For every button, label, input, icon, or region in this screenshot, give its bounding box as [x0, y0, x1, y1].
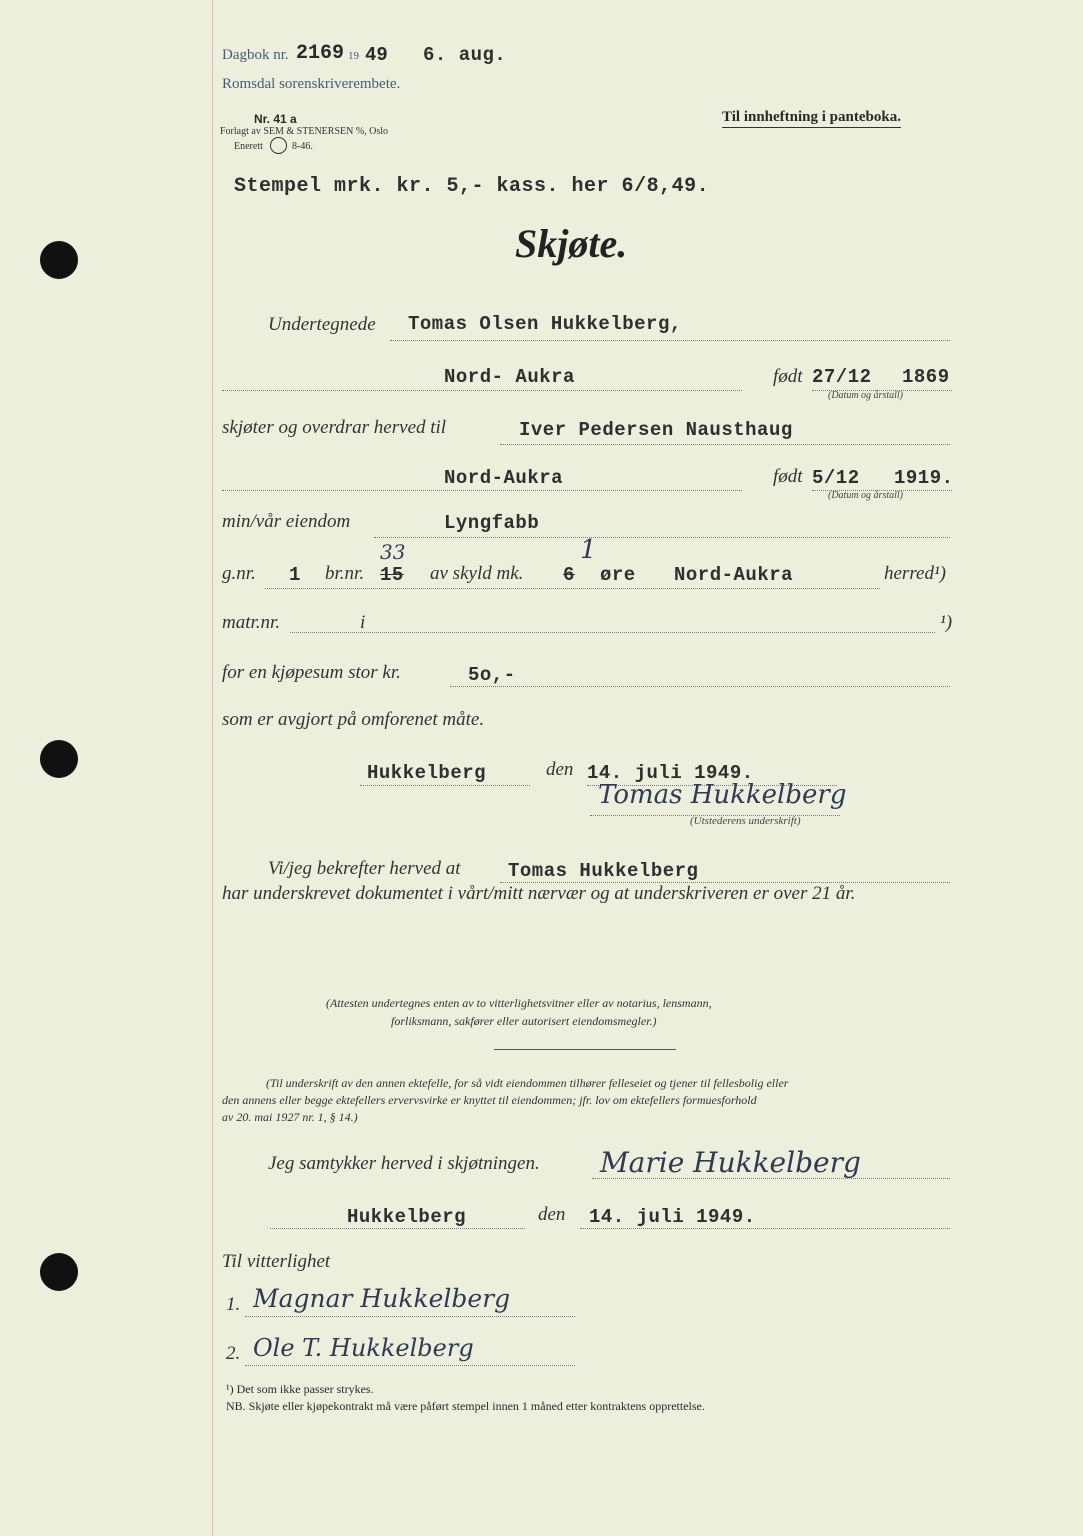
skyld-label: av skyld mk.	[430, 563, 524, 584]
brnr-handwritten: 33	[380, 540, 406, 564]
form-number: Nr. 41 a	[254, 112, 297, 126]
brnr-label: br.nr.	[325, 563, 365, 584]
spouse-note-line: (Til underskrift av den annen ektefelle, for så vidt eiendommen tilhører felleseiet og tjener til fellesbolig eller	[266, 1076, 789, 1090]
matr-i: i	[360, 612, 366, 633]
buyer-born-year: 1919.	[894, 467, 954, 489]
spouse-signature: Marie Hukkelberg	[600, 1146, 861, 1179]
spouse-note-line: av 20. mai 1927 nr. 1, § 14.)	[222, 1110, 358, 1124]
dotted-line	[360, 785, 530, 786]
margin-line	[212, 0, 213, 1536]
eiendom-label: min/vår eiendom	[222, 511, 351, 532]
date-2: 14. juli 1949.	[589, 1206, 756, 1228]
dagbok-label: Dagbok nr.	[222, 47, 289, 63]
fodt-label: født	[773, 366, 803, 387]
place-1: Hukkelberg	[367, 762, 487, 784]
dotted-line	[500, 444, 950, 445]
dagbok-year: 49	[365, 44, 388, 66]
datum-note: (Datum og årstall)	[828, 390, 903, 401]
seller-signature: Tomas Hukkelberg	[598, 780, 847, 810]
kjopesum-label: for en kjøpesum stor kr.	[222, 662, 401, 683]
dotted-line	[222, 490, 742, 491]
skyld-struck-value: 6	[563, 564, 575, 586]
bekrefter-text: har underskrevet dokumentet i vårt/mitt nærvær og at underskriveren er over 21 år.	[222, 883, 856, 904]
dotted-line	[270, 1228, 525, 1229]
document-title: Skjøte.	[515, 221, 628, 266]
publisher-line: Forlagt av SEM & STENERSEN %, Oslo	[220, 126, 389, 137]
witness-number: 1.	[226, 1294, 241, 1315]
office-name: Romsdal sorenskriverembete.	[222, 76, 401, 92]
bekrefter-label: Vi/jeg bekrefter herved at	[268, 858, 461, 879]
utsteder-note: (Utstederens underskrift)	[690, 815, 801, 827]
punch-hole	[40, 241, 78, 279]
gnr-label: g.nr.	[222, 563, 256, 584]
punch-hole	[40, 1253, 78, 1291]
dotted-line	[222, 390, 742, 391]
gnr-value: 1	[289, 564, 301, 586]
seller-born: 27/12	[812, 366, 872, 388]
undertegnede-label: Undertegnede	[268, 314, 376, 335]
dotted-line	[580, 1228, 950, 1229]
buyer-place: Nord-Aukra	[444, 467, 564, 489]
dotted-line	[374, 537, 950, 538]
fodt-label: født	[773, 466, 803, 487]
footnote: ¹) Det som ikke passer strykes.	[226, 1382, 374, 1396]
den-label: den	[538, 1204, 566, 1225]
seller-name: Tomas Olsen Hukkelberg,	[408, 313, 682, 335]
herred-value: Nord-Aukra	[674, 564, 794, 586]
dagbok-date: 6. aug.	[423, 44, 507, 66]
matr-label: matr.nr.	[222, 612, 281, 633]
dotted-line	[390, 340, 950, 341]
stamp-fee-line: Stempel mrk. kr. 5,- kass. her 6/8,49.	[234, 175, 710, 198]
dotted-line	[265, 588, 880, 589]
separator-line	[494, 1049, 676, 1050]
vitterlighet-label: Til vitterlighet	[222, 1251, 331, 1272]
attesten-note-line: (Attesten undertegnes enten av to vitterlighetsvitner eller av notarius, lensmann,	[326, 996, 712, 1010]
seller-born-year: 1869	[902, 366, 950, 388]
skyld-handwritten: 1	[580, 535, 597, 565]
signature-line	[592, 1178, 950, 1179]
publisher-enerett: Enerett	[234, 141, 263, 152]
datum-note: (Datum og årstall)	[828, 490, 903, 501]
attesten-note-line: forliksmann, sakfører eller autorisert eiendomsmegler.)	[391, 1014, 657, 1028]
dotted-line	[290, 632, 935, 633]
den-label: den	[546, 759, 574, 780]
witness-1-signature: Magnar Hukkelberg	[253, 1284, 511, 1313]
property-name: Lyngfabb	[444, 512, 540, 534]
publisher-logo	[270, 137, 287, 154]
punch-hole	[40, 740, 78, 778]
place-2: Hukkelberg	[347, 1206, 467, 1228]
buyer-name: Iver Pedersen Nausthaug	[519, 419, 793, 441]
avgjort-text: som er avgjort på omforenet måte.	[222, 709, 485, 730]
herred-label: herred¹)	[884, 563, 946, 584]
spouse-note-line: den annens eller begge ektefellers ervervsvirke er knyttet til eiendommen; jfr. lov om ektefellers formuesforhold	[222, 1093, 757, 1107]
bekrefter-name: Tomas Hukkelberg	[508, 860, 699, 882]
footnote: NB. Skjøte eller kjøpekontrakt må være påført stempel innen 1 måned etter kontraktens opprettelse.	[226, 1399, 705, 1413]
witness-2-signature: Ole T. Hukkelberg	[253, 1334, 474, 1362]
matr-close: ¹)	[940, 612, 953, 633]
dagbok-number: 2169	[296, 42, 345, 65]
buyer-born: 5/12	[812, 467, 860, 489]
publisher-date: 8-46.	[292, 141, 313, 152]
brnr-struck-value: 15	[380, 564, 404, 586]
seller-place: Nord- Aukra	[444, 366, 575, 388]
pantebok-note: Til innheftning i panteboka.	[722, 109, 901, 128]
dotted-line	[450, 686, 950, 687]
transfer-label: skjøter og overdrar herved til	[222, 417, 447, 438]
signature-line	[245, 1316, 575, 1317]
witness-number: 2.	[226, 1343, 241, 1364]
samtykker-label: Jeg samtykker herved i skjøtningen.	[268, 1153, 540, 1174]
year-prefix: 19	[348, 50, 359, 62]
kjopesum-value: 5o,-	[468, 664, 516, 686]
ore-value: øre	[600, 564, 636, 586]
signature-line	[245, 1365, 575, 1366]
date-1: 14. juli 1949.	[587, 762, 754, 784]
